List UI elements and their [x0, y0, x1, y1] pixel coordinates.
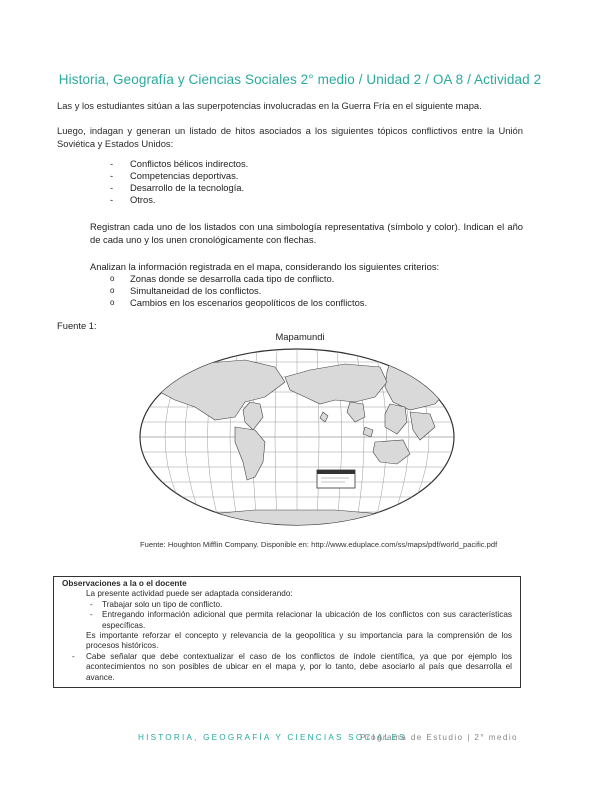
criteria-list	[110, 273, 367, 309]
topic-item: - Conflictos bélicos indirectos.	[110, 158, 248, 170]
intro-paragraph-1: Las y los estudiantes sitúan a las superpotencias involucradas en la Guerra Fría en el siguiente mapa.	[57, 100, 482, 111]
topic-item: - Otros.	[110, 194, 248, 206]
criteria-item: o Simultaneidad de los conflictos.	[110, 285, 367, 297]
observation-last: - Cabe señalar que debe contextualizar el caso de los conflictos de índole científica, ya que por ejemplo los acontecimientos no son posibles de ubicar en el mapa y, por lo tanto, debe asociarlo al país que desarrolla el avance.	[62, 652, 512, 683]
observations-intro: La presente actividad puede ser adaptada considerando:	[86, 589, 293, 599]
footer-program: Programa de Estudio | 2° medio	[360, 733, 518, 742]
intro-paragraph-2: Luego, indagan y generan un listado de hitos asociados a los siguientes tópicos conflictivos entre la Unión Soviética y Estados Unidos:	[57, 125, 523, 149]
instructions-paragraph-1: Registran cada uno de los listados con una simbología representativa (símbolo y color). Indican el año de cada uno y los unen cronológicamente con flechas.	[90, 221, 523, 245]
observations-title: Observaciones a la o el docente	[62, 579, 187, 588]
criteria-item: o Zonas donde se desarrolla cada tipo de conflicto.	[110, 273, 367, 285]
instructions-paragraph-2: Analizan la información registrada en el mapa, considerando los siguientes criterios:	[90, 261, 440, 272]
observation-item: - Trabajar solo un tipo de conflicto.	[88, 600, 512, 610]
source-label: Fuente 1:	[57, 320, 97, 331]
world-map-icon	[135, 342, 460, 532]
world-map-image	[135, 342, 460, 532]
teacher-observations-box	[53, 576, 521, 688]
topic-item: - Desarrollo de la tecnología.	[110, 182, 248, 194]
page-title: Historia, Geografía y Ciencias Sociales 2° medio / Unidad 2 / OA 8 / Actividad 2	[58, 72, 542, 87]
observation-item: - Entregando información adicional que permita relacionar la ubicación de los conflictos con sus características específicas.	[88, 610, 512, 631]
observations-list	[62, 600, 512, 631]
topic-item: - Competencias deportivas.	[110, 170, 248, 182]
map-source-caption: Fuente: Houghton Mifflin Company. Disponible en: http://www.eduplace.com/ss/maps/pdf/world_pacific.pdf	[140, 540, 498, 549]
footer-subject: HISTORIA, GEOGRAFÍA Y CIENCIAS SOCIALES	[138, 733, 407, 742]
map-title: Mapamundi	[275, 331, 325, 342]
topics-list	[110, 158, 248, 206]
observation-importance: Es importante reforzar el concepto y relevancia de la geopolítica y su importancia para la comprensión de los procesos históricos.	[86, 631, 512, 651]
criteria-item: o Cambios en los escenarios geopolíticos de los conflictos.	[110, 297, 367, 309]
